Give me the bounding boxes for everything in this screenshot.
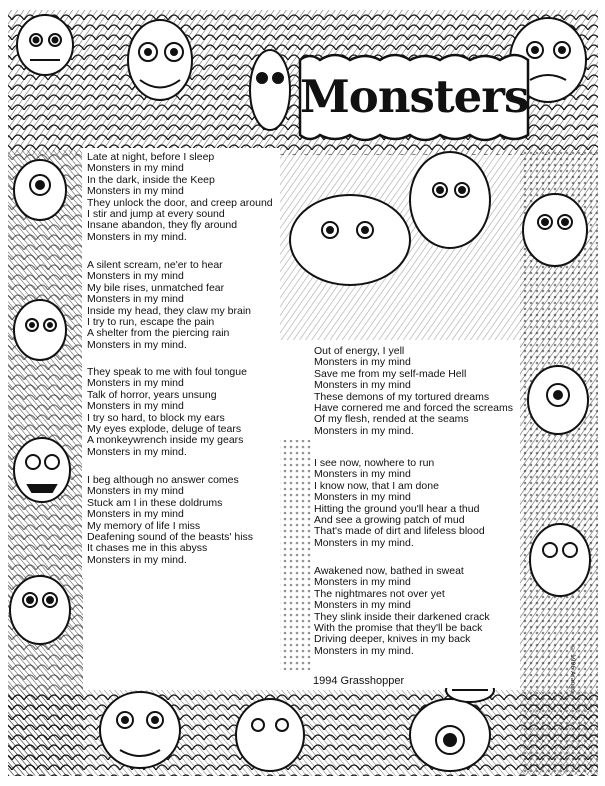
poem-line: Have cornered me and forced the screams <box>314 402 514 415</box>
poem-line: In the dark, inside the Keep <box>87 173 215 186</box>
poem-line: Out of energy, I yell <box>314 345 405 357</box>
poem-line: Stuck am I in these doldrums <box>87 496 223 509</box>
poem-line: Monsters in my mind <box>87 185 184 198</box>
poem-line: Monsters in my mind <box>314 356 411 369</box>
poem-line: Monsters in my mind <box>314 379 411 392</box>
poem-line: Save me from my self-made Hell <box>314 367 467 380</box>
poem-line: Insane abandon, they fly around <box>87 219 238 232</box>
poem-line: Driving deeper, knives in my back <box>314 633 471 646</box>
poem-line: Awakened now, bathed in sweat <box>314 565 464 577</box>
left-stanza-1 <box>87 152 273 243</box>
poem-line: My eyes explode, deluge of tears <box>87 423 242 436</box>
poem-line: Monsters in my mind <box>314 491 411 504</box>
poem-line: Monsters in my mind. <box>314 424 414 437</box>
poem-line: Monsters in my mind <box>87 162 184 175</box>
left-stanza-4 <box>87 475 253 566</box>
poem-line: Monsters in my mind <box>314 576 411 589</box>
poem-line: Monsters in my mind. <box>87 553 187 566</box>
poem-line: A shelter from the piercing rain <box>87 327 230 340</box>
poem-line: Talk of horror, years unsung <box>87 388 217 401</box>
poem-line: A silent scream, ne'er to hear <box>87 259 223 271</box>
poem-line: Monsters in my mind <box>314 599 411 612</box>
right-stanza-2 <box>314 458 485 549</box>
poem-line: Monsters in my mind. <box>87 338 187 351</box>
poem-line: Monsters in my mind <box>87 400 184 413</box>
right-stanza-3 <box>314 566 490 657</box>
poem-line: Monsters in my mind <box>314 468 411 481</box>
poem-line: I stir and jump at every sound <box>87 208 225 221</box>
poem-line: Monsters in my mind <box>87 377 184 390</box>
left-stanza-2 <box>87 260 251 351</box>
poem-line: Monsters in my mind. <box>87 230 187 243</box>
poem-line: I know now, that I am done <box>314 479 439 492</box>
artist-signature: © 1996 Arango <box>569 645 576 693</box>
poem-line: These demons of my tortured dreams <box>314 390 490 403</box>
poem-line: The nightmares not over yet <box>314 587 445 600</box>
poem-line: My memory of life I miss <box>87 519 201 532</box>
poem-line: Monsters in my mind <box>87 508 184 521</box>
poem-line: A monkeywrench inside my gears <box>87 434 244 447</box>
poem-line: And see a growing patch of mud <box>314 514 465 527</box>
poem-line: They unlock the door, and creep around <box>87 196 273 209</box>
poem-line: Monsters in my mind <box>87 485 184 498</box>
left-stanza-3 <box>87 367 247 458</box>
poem-line: Monsters in my mind. <box>87 445 187 458</box>
poem-line: That's made of dirt and lifeless blood <box>314 525 485 538</box>
poem-line: Monsters in my mind. <box>314 536 414 549</box>
poem-line: Late at night, before I sleep <box>87 151 215 163</box>
poem-title: Monsters <box>300 70 529 123</box>
poem-line: Monsters in my mind <box>87 270 184 283</box>
poem-line: Of my flesh, rended at the seams <box>314 413 469 426</box>
poem-line: Inside my head, they claw my brain <box>87 304 251 317</box>
right-stanza-1 <box>314 346 513 437</box>
poem-line: Monsters in my mind. <box>314 644 414 657</box>
poem-line: They speak to me with foul tongue <box>87 366 247 378</box>
poem-line: With the promise that they'll be back <box>314 622 483 635</box>
poem-line: It chases me in this abyss <box>87 542 208 555</box>
poem-line: My bile rises, unmatched fear <box>87 281 225 294</box>
poem-line: Monsters in my mind <box>87 293 184 306</box>
poem-line: Deafening sound of the beasts' hiss <box>87 531 254 544</box>
poem-line: I beg although no answer comes <box>87 474 239 486</box>
poem-line: I try to run, escape the pain <box>87 316 215 329</box>
poem-line: Hitting the ground you'll hear a thud <box>314 502 480 515</box>
poem-line: I see now, nowhere to run <box>314 457 435 469</box>
poem-credit: 1994 Grasshopper <box>313 675 405 687</box>
poem-line: They slink inside their darkened crack <box>314 610 490 623</box>
poem-line: I try so hard, to block my ears <box>87 411 225 424</box>
